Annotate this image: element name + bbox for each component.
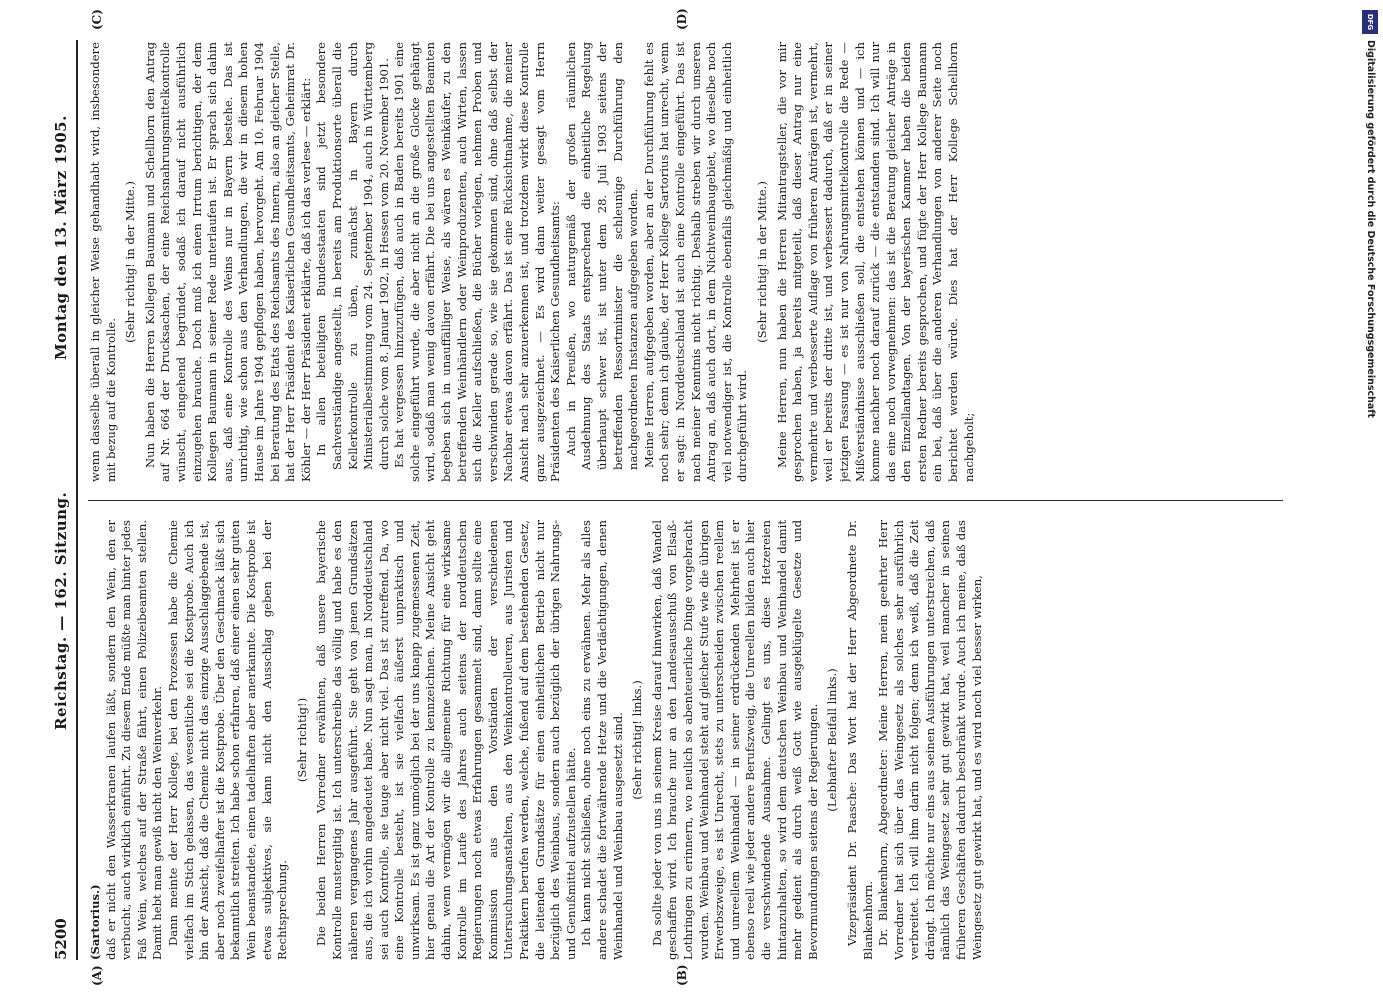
paragraph: Dr. Blankenhorn, Abgeordneter: Meine Herren, mein geehrter Herr Vorredner hat sich über das Weingesetz als solches sehr ausführlich verbreitet. Ich will ihm darin nicht folgen; denn ich weiß, daß die Zeit drängt. Ich möchte nur eins aus seinen Ausführungen unterstreichen, daß nämlich das Weingesetz sehr gut gewirkt hat, weil mancher in seinen früheren Geschäften dadurch beschränkt wurde. Auch ich meine, daß das Weingesetz gut gewirkt hat, und es wird noch viel besser wirken, <box>876 520 984 960</box>
applause-note: (Sehr richtig!) <box>294 697 309 783</box>
credit-text: Digitalisierung gefördert durch die Deutsche Forschungsgemeinschaft <box>1365 40 1376 418</box>
applause-note: (Sehr richtig! in der Mitte.) <box>754 181 769 343</box>
margin-marker-c: (C) <box>90 9 104 30</box>
speaker-tag: (Sartorius.) <box>88 884 102 960</box>
paragraph: Meine Herren, nun haben die Herren Mitantragsteller, die vor mir gesprochen haben, ja bereits mitgeteilt, daß dieser Antrag nur eine vermehrte und verbesserte Auflage von früheren Anträgen ist, vermehrt, weil er bereits der dritte ist, und verbessert dadurch, daß er in seiner jetzigen Fassung — es ist nur von Nahrungsmittelkontrolle die Rede — Mißverständnisse ausschließen soll, die entstehen können und — ich komme nachher noch darauf zurück — die entstanden sind. Ich will nur das eine noch vorwegnehmen: das ist die Beratung gleicher Anträge in den Einzellandtagen. Von der bayerischen Kammer haben die beiden ersten Redner bereits gesprochen, und fügte der Herr Kollege Baumann ein bei, daß über die anderen Verhandlungen von anderer Seite noch berichtet werden würde. Dies hat der Herr Kollege Schellhorn nachgeholt; <box>774 42 976 482</box>
quote-paragraph: In allen beteiligten Bundesstaaten sind jetzt besondere Sachverständige angestellt, in bereits am Produktionsorte überall die Kellerkontrolle zu üben, zunächst in Bayern durch Ministerialbestimmung vom 24. September 1904, auch in Württemberg durch solche vom 8. Januar 1902, in Hessen vom 20. November 1901. <box>314 42 391 470</box>
margin-marker-d: (D) <box>675 8 689 30</box>
paragraph: wenn dasselbe überall in gleicher Weise gehandhabt wird, insbesondere mit bezug auf die Kontrolle. <box>88 42 118 482</box>
margin-marker-b: (B) <box>675 964 689 986</box>
rotated-page <box>50 8 1290 986</box>
text-column-right <box>88 42 1283 482</box>
quote-paragraph: Auch in Preußen, wo naturgemäß der großen räumlichen Ausdehnung des Staats entsprechend die einheitliche Regelung überhaupt schwer ist, ist unter dem 28. Juli 1903 seitens der betreffenden Ressortminister die schleunige Durchführung den nachgeordneten Instanzen aufgegeben worden. <box>563 42 641 470</box>
paragraph: Nun haben die Herren Kollegen Baumann und Schellhorn den Antrag auf Nr. 664 der Drucksachen, der eine Reichsnahrungsmittelkontrolle wünscht, eingehend begründet, sodaß ich darauf nicht ausführlich einzugehen brauche. Doch muß ich einen Irrtum berichtigen, der dem Kollegen Baumann in seiner Rede unterlaufen ist. Er sprach sich dahin aus, daß eine Kontrolle des Weins nur in Bayern bestehe. Das ist unrichtig, wie schon aus den Verhandlungen, die wir in diesem hohen Hause im Jahre 1904 gepflogen haben, hervorgeht. Am 10. Februar 1904 bei Beratung des Etats des Reichsamts des Innern, also an gleicher Stelle, hat der Herr Präsident des Kaiserlichen Gesundheitsamts, Geheimrat Dr. Köhler — der Herr Präsident erklärte, daß ich das verlese — erklärt: <box>142 42 313 482</box>
page-header <box>50 40 78 960</box>
applause-note: (Lebhafter Beifall links.) <box>825 668 840 812</box>
text-column-left <box>88 520 1283 960</box>
header-right-title: Montag den 13. März 1905. <box>52 115 70 360</box>
applause-note: (Sehr richtig! links.) <box>630 680 645 800</box>
digitization-credit <box>1362 10 1378 1000</box>
paragraph: Da sollte jeder von uns in seinem Kreise darauf hinwirken, daß Wandel geschaffen wird. Ich brauche nur an den Landesausschuß von Elsaß-Lothringen zu erinnern, wo neulich so abenteuerliche Dinge vorgebracht wurden. Weinbau und Weinhandel steht auf gleicher Stufe wie die übrigen Erwerbszweige, es ist Unrecht, stets zu unterscheiden zwischen reellem und unreellem Weinhandel — in seiner erdrückenden Mehrheit ist er ebenso reell wie jeder andere Berufszweig, die Unreellen bilden auch hier die verschwindende Ausnahme. Gelingt es uns, diese Hetzereien hintanzuhalten, so wird dem deutschen Weinbau und Weinhandel damit mehr gedient als durch weiß Gott wie ausgeklügelte Gesetze und Bevormundungen seitens der Regierungen. <box>649 520 820 960</box>
applause-note: (Sehr richtig! in der Mitte.) <box>123 181 138 343</box>
paragraph: daß er nicht den Wasserkranen laufen läßt, sondern den Wein, den er verbucht, auch wirklich einführt. Zu diesem Ende müßte man hinter jedes Faß Wein, welches auf der Straße fährt, einen Polizeibeamten stellen. Damit hebt man gewiß nicht den Weinverkehr. <box>103 520 165 960</box>
margin-marker-a: (A) <box>90 965 104 986</box>
header-left-title: Reichstag. — 162. Sitzung. <box>52 491 70 730</box>
paragraph: Ich kann nicht schließen, ohne noch eins zu erwähnen. Mehr als alles andere schadet die fortwährende Hetze und die Verdächtigungen, denen Weinhandel und Weinbau ausgesetzt sind. <box>579 520 625 960</box>
column-divider <box>88 500 1283 501</box>
paragraph: Die beiden Herren Vorredner erwähnten, daß unsere bayerische Kontrolle mustergiltig ist. Ich unterschreibe das völlig und habe es den näheren vergangenes Jahr ausgeführt. Sie geht von jenen Grundsätzen aus, die ich vorhin angedeutet habe. Nun sagt man, in Norddeutschland sei auch Kontrolle, sie tauge aber nicht viel. Das ist zutreffend. Da, wo eine Kontrolle besteht, ist sie vielfach äußerst unpraktisch und unwirksam. Es ist ganz unmöglich bei der uns knapp zugemessenen Zeit, hier genau die Art der Kontrolle zu kennzeichnen. Meine Ansicht geht dahin, wenn vermögen wir die allgemeine Richtung für eine wirksame Kontrolle im Laufe des Jahres auch seitens der norddeutschen Regierungen noch etwas Erfahrungen gesammelt sind, dann sollte eine Kommission aus den Vorständen der verschiedenen Untersuchungsanstalten, aus den Weinkontrolleuren, aus Juristen und Praktikern berufen werden, welche, fußend auf dem bestehenden Gesetz, die leitenden Grundsätze für einen einheitlichen Betrieb nicht nur bezüglich des Weinbaus, sondern auch bezüglich der übrigen Nahrungs- und Genußmittel aufzustellen hätte. <box>314 520 578 960</box>
dfg-logo: DFG <box>1362 10 1378 34</box>
paragraph: Es hat vergessen hinzuzufügen, daß auch in Baden bereits 1901 eine solche eingeführt wurde, die aber nicht an die große Glocke gehängt wird, sodaß man wenig davon erfährt. Die bei uns angestellten Beamten begeben sich in unauffälliger Weise, als wären es Weinkäufer, zu den betreffenden Weinhändlern oder Weinproduzenten, auch Wirten, lassen sich die Keller aufschließen, die Bücher vorlegen, nehmen Proben und verschwinden gerade so, wie sie gekommen sind, ohne daß selbst der Nachbar etwas davon erfährt. Das ist eine Rücksichtnahme, die meiner Ansicht nach sehr anzuerkennen ist, und trotzdem wirkt diese Kontrolle ganz ausgezeichnet. — Es wird dann weiter gesagt vom Herrn Präsidenten des Kaiserlichen Gesundheitsamts: <box>392 42 563 482</box>
paragraph: Meine Herren, aufgegeben worden, aber an der Durchführung fehlt es noch sehr; denn ich glaube, der Herr Kollege Sartorius hat unrecht, wenn er sagt: in Norddeutschland ist auch eine Kontrolle eingeführt. Das ist nach meiner Kenntnis nicht richtig. Deshalb streben wir durch unseren Antrag an, daß auch dort, in dem Nichtweinbaugebiet, wo dieselbe noch viel notwendiger ist, die Kontrolle ebenfalls gleichmäßig und einheitlich durchgeführt wird. <box>641 42 750 482</box>
page-number: 5200 <box>52 918 70 960</box>
paragraph: Vizepräsident Dr. Paasche: Das Wort hat der Herr Abgeordnete Dr. Blankenhorn. <box>844 520 875 960</box>
paragraph: Dann meinte der Herr Kollege, bei den Prozessen habe die Chemie vielfach im Stich gelassen, das wesentliche sei die Kostprobe. Auch ich bin der Ansicht, daß die Chemie nicht das einzige Ausschlaggebende ist, aber noch zweifelhafter ist die Kostprobe. Über den Geschmack läßt sich bekanntlich streiten. Ich habe schon erfahren, daß einer einen sehr guten Wein beanstandete, einen tadelhaften aber anerkannte. Die Kostprobe ist etwas subjektives, sie kann nicht den Ausschlag geben bei der Rechtsprechung. <box>165 520 290 960</box>
